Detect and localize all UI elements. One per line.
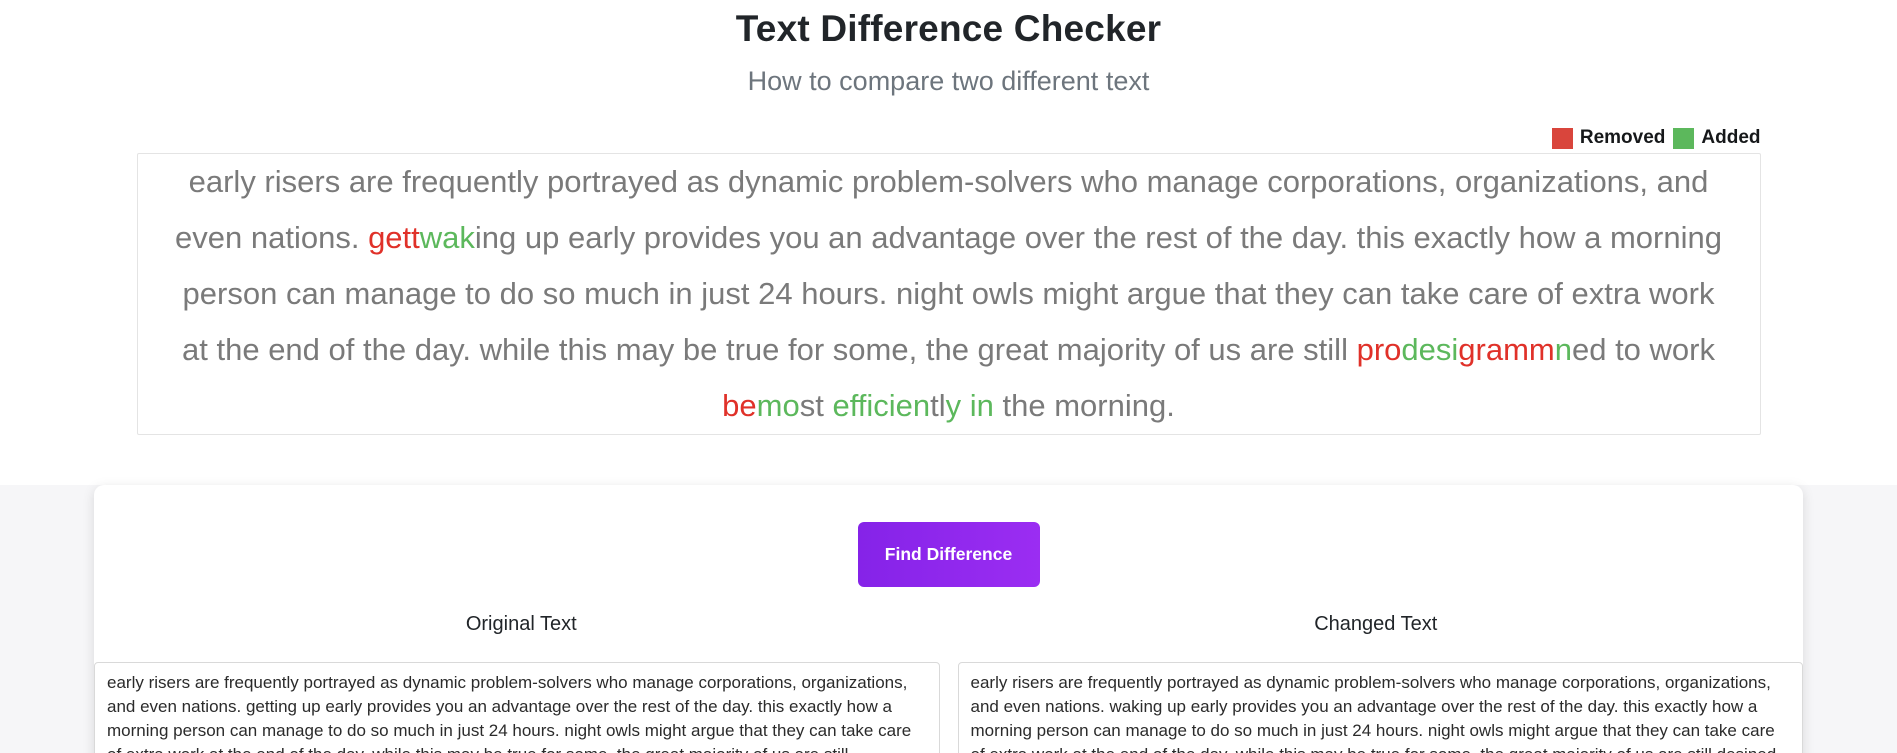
original-text-input[interactable]	[94, 662, 940, 753]
pane-labels-row	[94, 613, 1803, 636]
page-subtitle: How to compare two different text	[747, 66, 1150, 96]
diff-segment-removed: be	[722, 388, 757, 423]
diff-segment-added: wak	[419, 220, 475, 255]
diff-segment-removed: gett	[368, 220, 420, 255]
diff-segment-normal: tl	[930, 388, 946, 423]
textareas-row	[94, 662, 1803, 753]
diff-legend	[137, 127, 1761, 149]
legend-added-label: Added	[1701, 127, 1761, 148]
diff-segment-removed: pro	[1356, 332, 1402, 367]
changed-text-input[interactable]	[958, 662, 1804, 753]
bottom-section	[0, 485, 1897, 753]
legend-removed	[1552, 127, 1666, 149]
diff-segment-normal: early risers are frequently portrayed as dynamic problem-solvers who manage corporations, organizations, and even nations.	[175, 164, 1709, 255]
diff-segment-normal: the morning.	[993, 388, 1175, 423]
diff-segment-added: n	[1554, 332, 1572, 367]
legend-added	[1673, 127, 1760, 149]
diff-segment-normal: ing up early provides you an advantage over the rest of the day. this exactly how a morning person can manage to do so much in just 24 hours. night owls might argue that they can take care of extra work at the end of the day. while this may be true for some, the great majority of us are still	[182, 220, 1722, 367]
diff-segment-added: y in	[945, 388, 994, 423]
added-color-swatch-icon	[1673, 128, 1694, 149]
page-header	[0, 0, 1897, 97]
diff-result	[137, 153, 1761, 435]
find-difference-button[interactable]: Find Difference	[858, 522, 1040, 587]
diff-segment-removed: gramm	[1458, 332, 1555, 367]
diff-segment-normal: st	[799, 388, 833, 423]
diff-segment-normal: ed to work	[1571, 332, 1715, 367]
legend-removed-label: Removed	[1579, 127, 1666, 148]
diff-segment-added: efficien	[832, 388, 931, 423]
removed-color-swatch-icon	[1552, 128, 1573, 149]
compare-card	[94, 485, 1803, 753]
diff-segment-added: mo	[756, 388, 800, 423]
original-text-label: Original Text	[465, 613, 577, 635]
changed-text-label: Changed Text	[1314, 613, 1438, 635]
page-title: Text Difference Checker	[735, 8, 1162, 49]
diff-segment-added: desi	[1401, 332, 1459, 367]
